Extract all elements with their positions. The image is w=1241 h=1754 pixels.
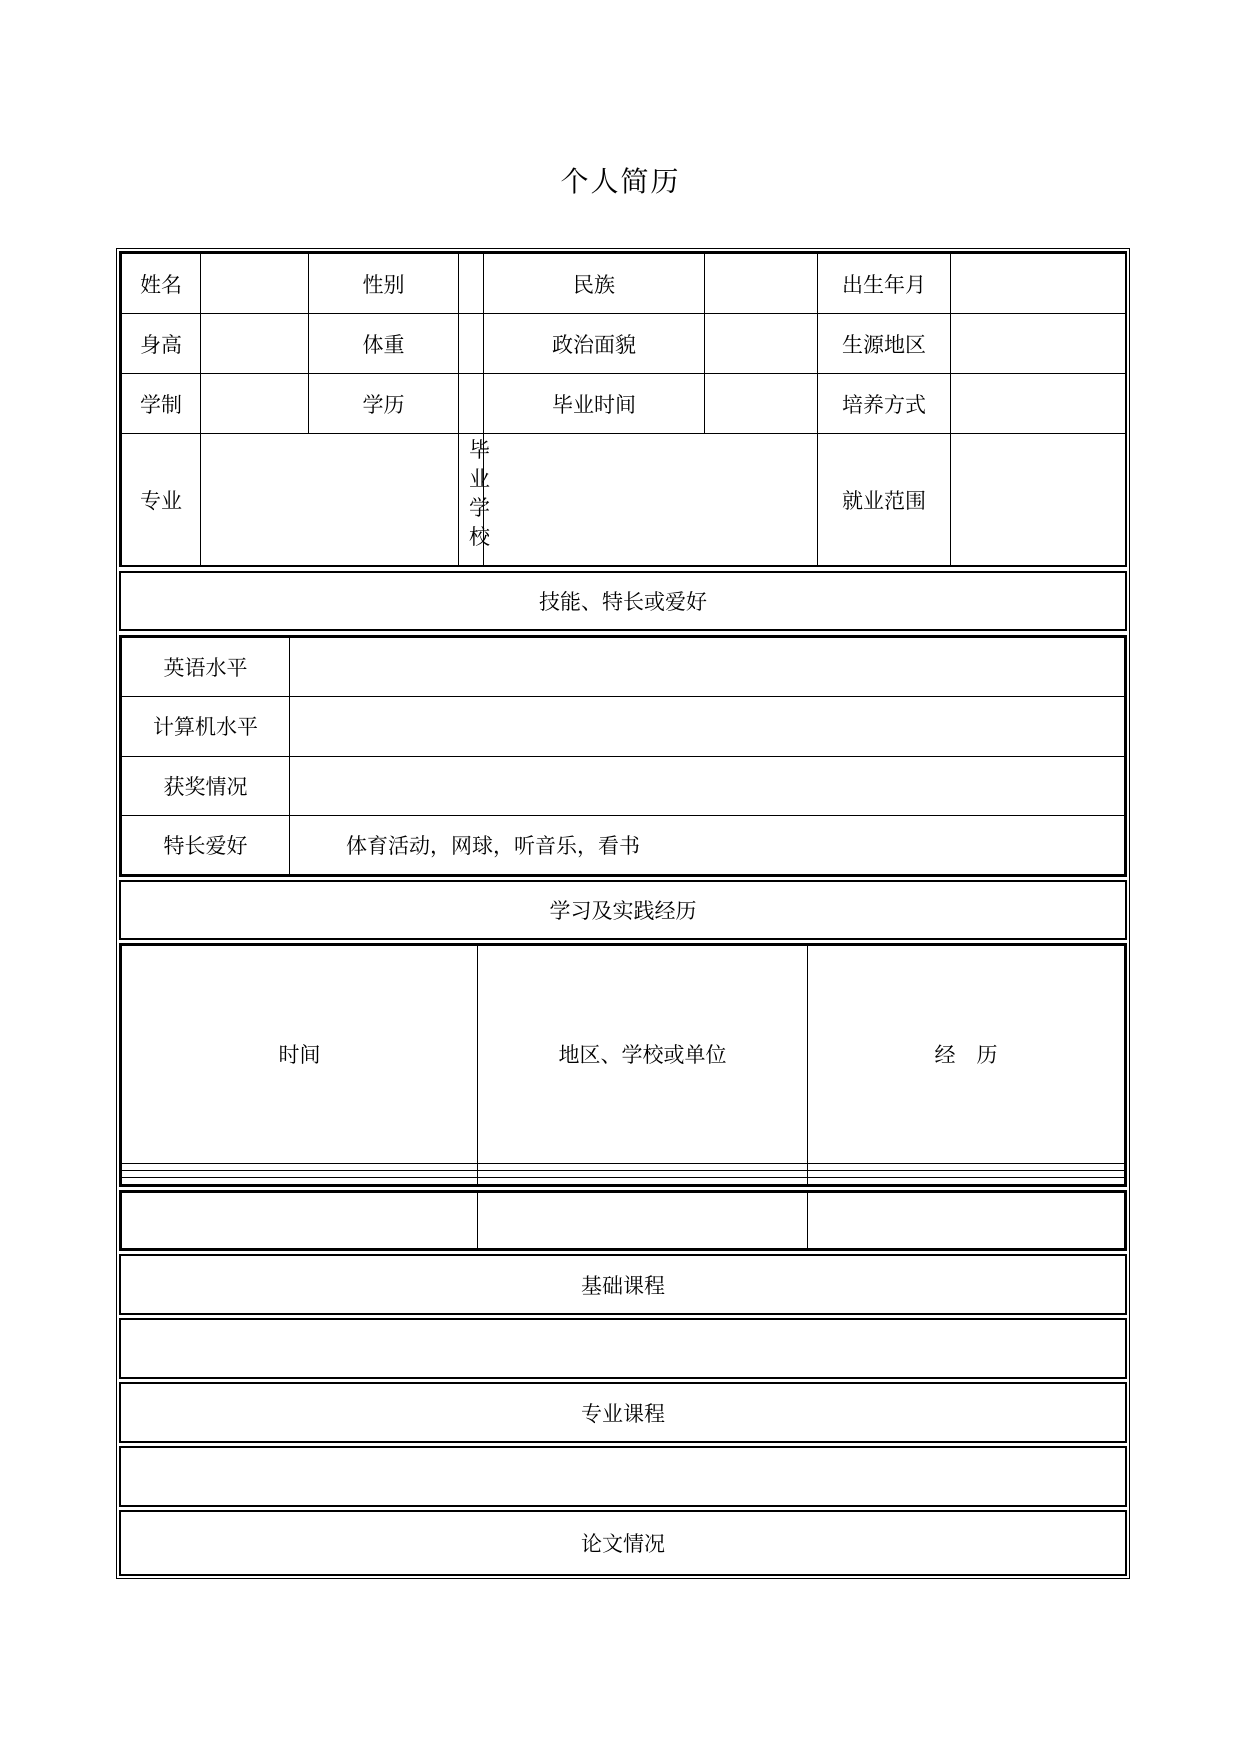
- experience-detail-cell[interactable]: [808, 1170, 1125, 1177]
- name-value[interactable]: [201, 254, 309, 314]
- awards-value[interactable]: [290, 756, 1125, 815]
- experience-extra-section: [119, 1190, 1127, 1251]
- height-label: 身高: [122, 314, 201, 374]
- basic-courses-content[interactable]: [119, 1318, 1127, 1379]
- system-label: 学制: [122, 374, 201, 434]
- experience-extra-table: [121, 1192, 1125, 1249]
- skills-header-section: [119, 571, 1127, 631]
- basic-courses-header: 基础课程: [581, 1273, 665, 1298]
- school-value[interactable]: [484, 434, 818, 566]
- experience-place-cell[interactable]: [478, 1177, 808, 1184]
- school-label-text: 毕业学校: [469, 438, 490, 549]
- thesis-header-section: [119, 1510, 1127, 1576]
- origin-value[interactable]: [951, 314, 1127, 374]
- graduation-value[interactable]: [705, 374, 818, 434]
- basic-courses-header-section: [119, 1254, 1127, 1315]
- major-courses-content[interactable]: [119, 1446, 1127, 1507]
- awards-label: 获奖情况: [122, 756, 290, 815]
- experience-table: [121, 945, 1125, 1185]
- weight-label: 体重: [309, 314, 459, 374]
- education-label: 学历: [309, 374, 459, 434]
- ethnicity-value[interactable]: [705, 254, 818, 314]
- employment-value[interactable]: [951, 434, 1127, 566]
- major-value[interactable]: [201, 434, 459, 566]
- skills-table: [121, 637, 1125, 875]
- experience-place-cell[interactable]: [478, 1163, 808, 1170]
- name-label: 姓名: [122, 254, 201, 314]
- employment-label: 就业范围: [818, 434, 951, 566]
- weight-value[interactable]: [459, 314, 484, 374]
- hobbies-value[interactable]: 体育活动，网球，听音乐，看书: [290, 815, 1125, 874]
- height-value[interactable]: [201, 314, 309, 374]
- major-courses-header: 专业课程: [581, 1401, 665, 1426]
- english-value[interactable]: [290, 638, 1125, 697]
- experience-time-cell[interactable]: [122, 1163, 478, 1170]
- experience-time-cell[interactable]: [122, 1170, 478, 1177]
- ethnicity-label: 民族: [484, 254, 705, 314]
- basic-info-table: [121, 253, 1127, 566]
- computer-label: 计算机水平: [122, 697, 290, 756]
- gender-value[interactable]: [459, 254, 484, 314]
- hobbies-label: 特长爱好: [122, 815, 290, 874]
- major-courses-header-section: [119, 1382, 1127, 1443]
- col-place-header: 地区、学校或单位: [478, 946, 808, 1164]
- experience-time-cell[interactable]: [122, 1177, 478, 1184]
- origin-label: 生源地区: [818, 314, 951, 374]
- col-time-header: 时间: [122, 946, 478, 1164]
- gender-label: 性别: [309, 254, 459, 314]
- skills-header: 技能、特长或爱好: [539, 590, 707, 614]
- training-value[interactable]: [951, 374, 1127, 434]
- political-label: 政治面貌: [484, 314, 705, 374]
- education-value[interactable]: [459, 374, 484, 434]
- experience-section: [119, 943, 1127, 1187]
- skills-section: [119, 635, 1127, 877]
- experience-detail-cell[interactable]: [808, 1193, 1125, 1249]
- birth-value[interactable]: [951, 254, 1127, 314]
- english-label: 英语水平: [122, 638, 290, 697]
- thesis-header: 论文情况: [581, 1532, 665, 1556]
- col-experience-header: 经 历: [808, 946, 1125, 1164]
- page-title: 个人简历: [560, 165, 681, 198]
- experience-place-cell[interactable]: [478, 1170, 808, 1177]
- graduation-label: 毕业时间: [484, 374, 705, 434]
- computer-value[interactable]: [290, 697, 1125, 756]
- school-label: [459, 434, 490, 566]
- basic-info-section: [119, 251, 1127, 567]
- experience-header-section: [119, 880, 1127, 940]
- experience-header: 学习及实践经历: [549, 899, 697, 923]
- major-label: 专业: [122, 434, 201, 566]
- system-value[interactable]: [201, 374, 309, 434]
- experience-time-cell[interactable]: [122, 1193, 478, 1249]
- political-value[interactable]: [705, 314, 818, 374]
- training-label: 培养方式: [818, 374, 951, 434]
- experience-detail-cell[interactable]: [808, 1177, 1125, 1184]
- experience-place-cell[interactable]: [478, 1193, 808, 1249]
- experience-detail-cell[interactable]: [808, 1163, 1125, 1170]
- birth-label: 出生年月: [818, 254, 951, 314]
